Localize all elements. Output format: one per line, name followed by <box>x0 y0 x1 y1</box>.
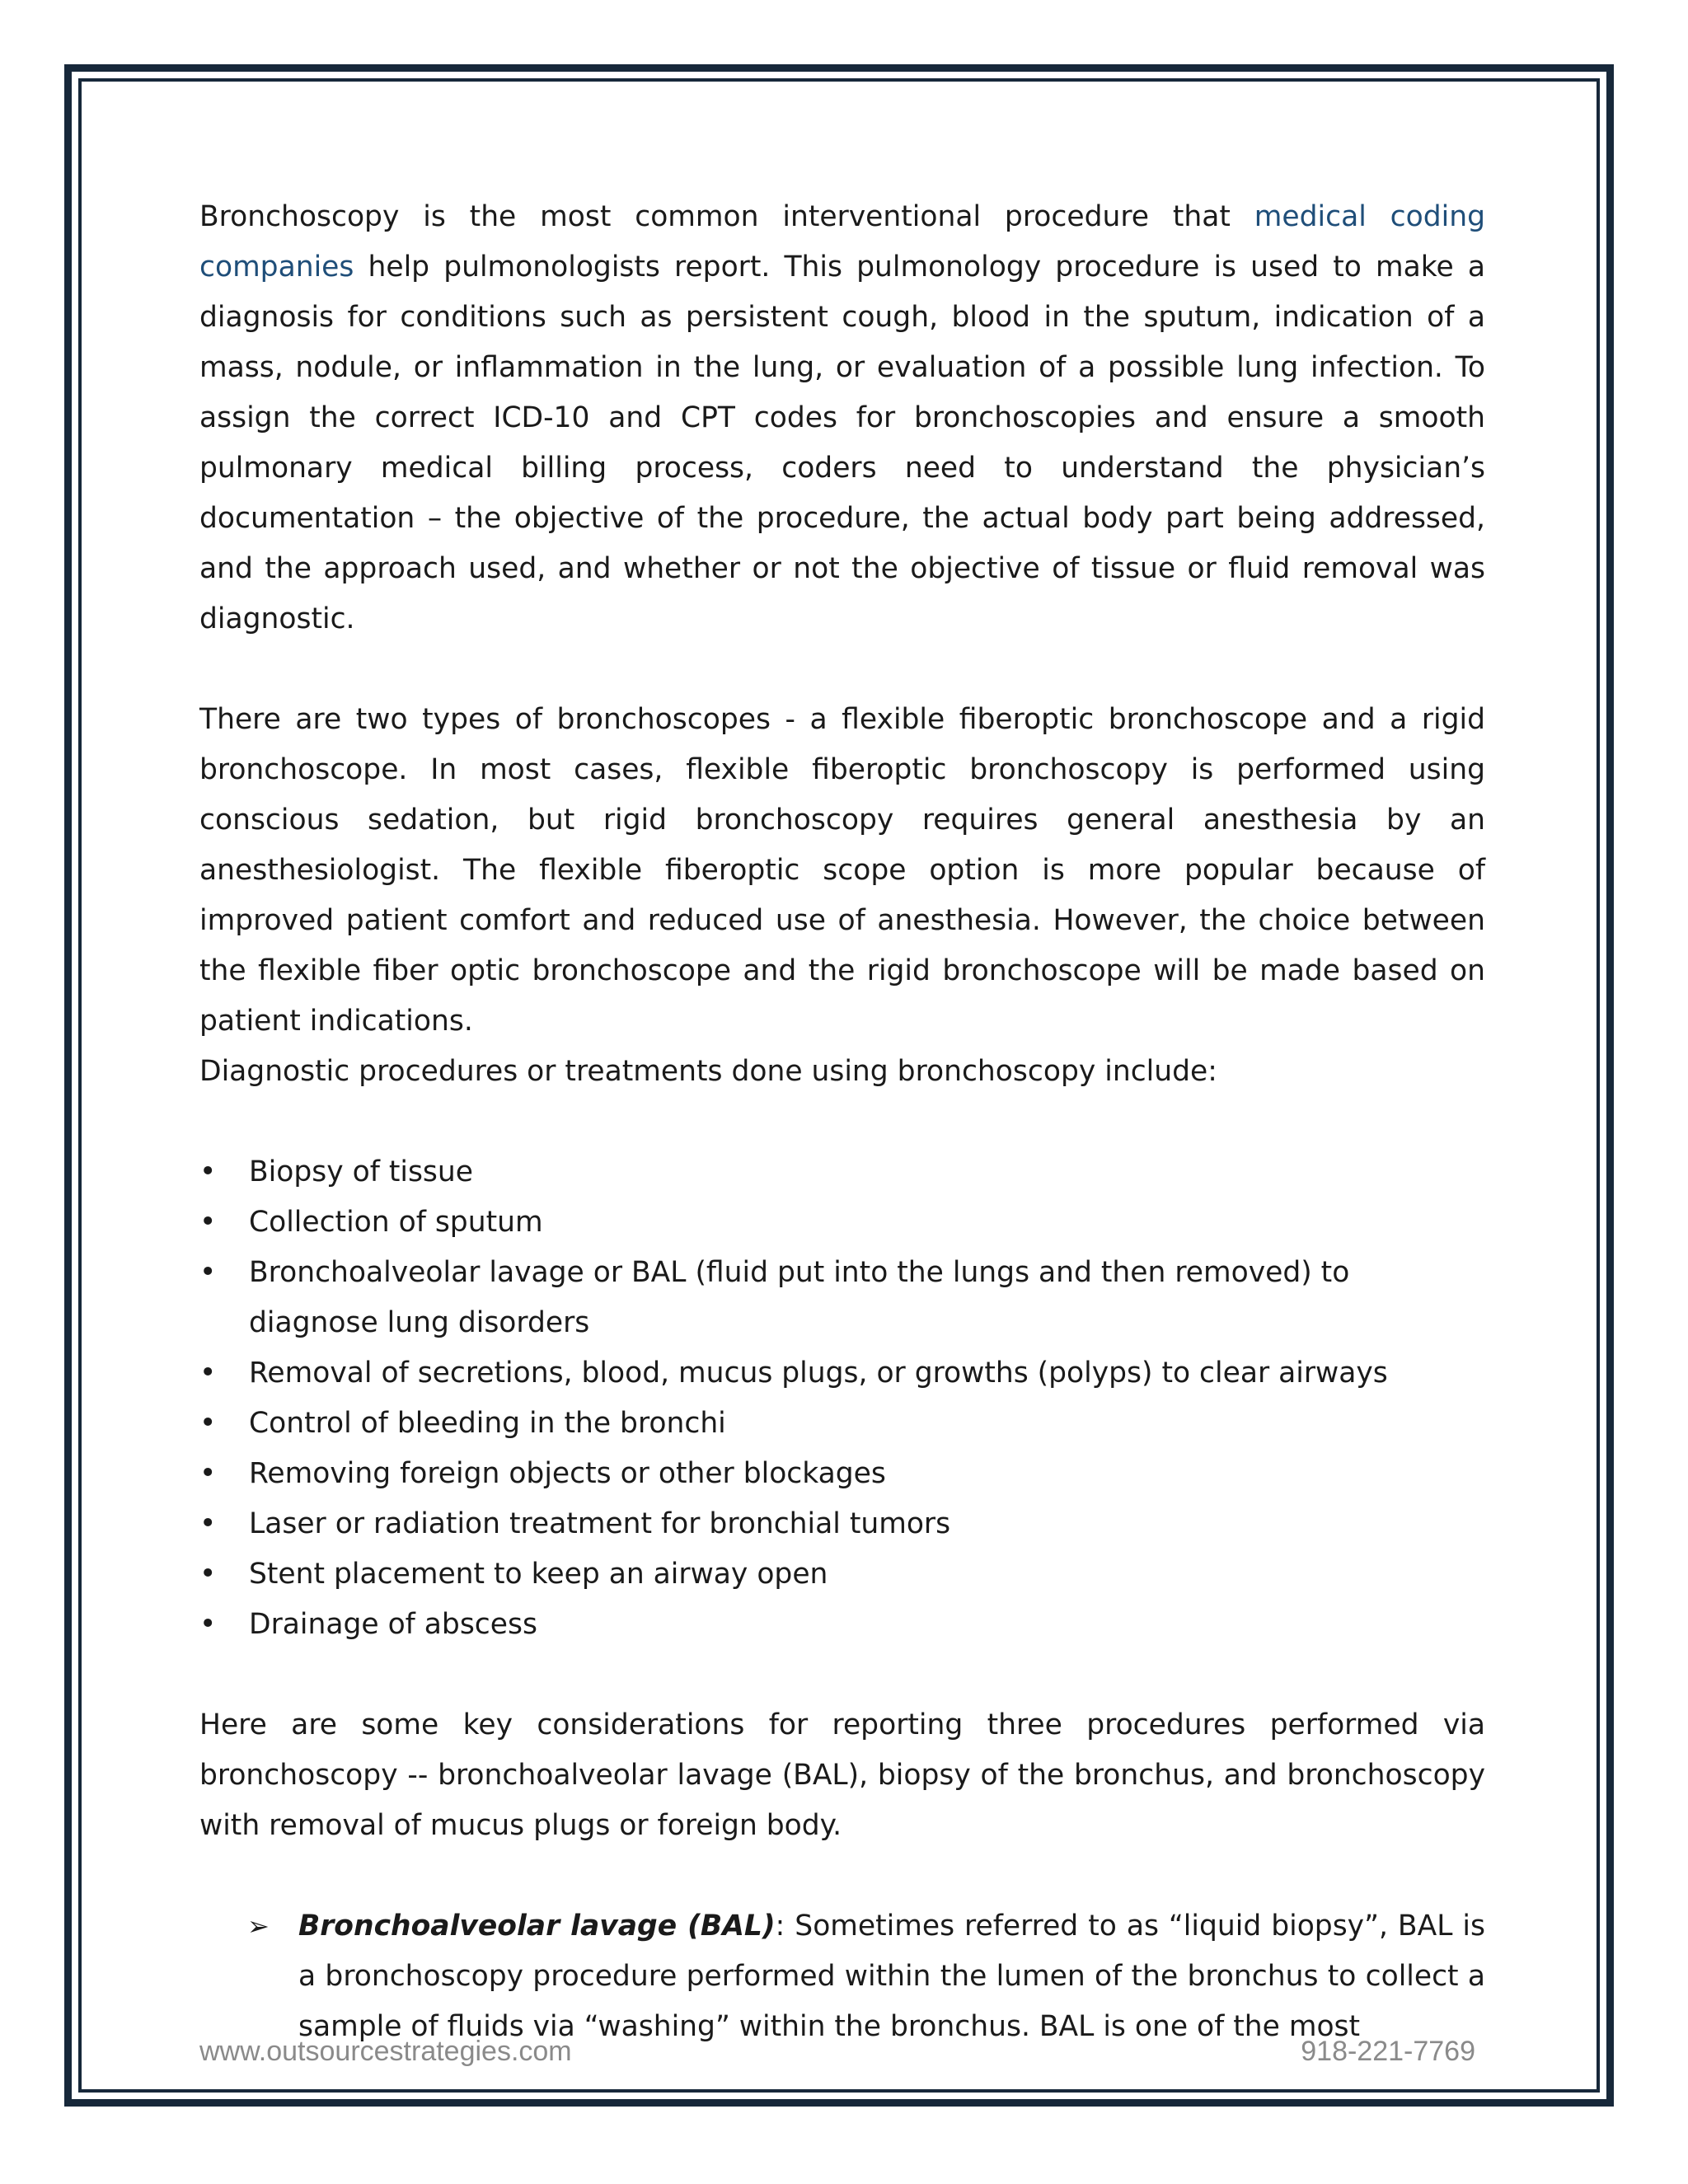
bal-term: Bronchoalveolar lavage (BAL) <box>298 1910 776 1943</box>
bullet-icon: • <box>199 1206 217 1239</box>
bullet-icon: • <box>199 1256 217 1289</box>
bullet-icon: • <box>199 1155 217 1188</box>
list-item <box>199 1399 1485 1449</box>
list-item-text: Removing foreign objects or other blockages <box>249 1457 886 1490</box>
bullet-icon: • <box>199 1507 217 1540</box>
list-item <box>199 1248 1485 1348</box>
footer-website[interactable]: www.outsourcestrategies.com <box>199 2036 572 2067</box>
spacer <box>199 1851 1485 1901</box>
list-item-text: Bronchoalveolar lavage or BAL (fluid put into the lungs and then removed) to diagnose lung disorders <box>249 1256 1350 1339</box>
intro-text-start: Bronchoscopy is the most common interventional procedure that <box>199 200 1254 233</box>
bullet-icon: • <box>199 1608 217 1641</box>
list-item <box>199 1499 1485 1549</box>
spacer <box>199 644 1485 695</box>
document-body <box>199 192 1485 2052</box>
key-considerations-paragraph: Here are some key considerations for reporting three procedures performed via bronchoscopy -- bronchoalveolar lavage (BAL), biopsy of the bronchus, and bronchoscopy with removal of mucus plugs or foreign body. <box>199 1708 1485 1842</box>
list-item <box>199 1449 1485 1499</box>
procedures-intro-paragraph: Diagnostic procedures or treatments done using bronchoscopy include: <box>199 1055 1217 1088</box>
list-item-text: Collection of sputum <box>249 1206 543 1239</box>
bal-section <box>199 1901 1485 2052</box>
intro-paragraph <box>199 192 1485 644</box>
bullet-icon: • <box>199 1357 217 1390</box>
list-item <box>199 1549 1485 1600</box>
footer-phone: 918-221-7769 <box>1301 2036 1475 2067</box>
bal-description: : Sometimes referred to as “liquid biopsy”, BAL is a bronchoscopy procedure performed within the lumen of the bronchus to collect a sample of fluids via “washing” within the bronchus. BAL is one of the most <box>298 1910 1485 2043</box>
list-item-text: Removal of secretions, blood, mucus plugs, or growths (polyps) to clear airways <box>249 1357 1388 1390</box>
list-item-text: Control of bleeding in the bronchi <box>249 1407 726 1440</box>
list-item <box>199 1147 1485 1197</box>
spacer <box>199 1650 1485 1700</box>
arrow-bullet-icon: ➢ <box>247 1910 270 1942</box>
list-item <box>199 1348 1485 1399</box>
list-item <box>199 1600 1485 1650</box>
bronchoscope-types-paragraph: There are two types of bronchoscopes - a flexible fiberoptic bronchoscope and a rigid bronchoscope. In most cases, flexible fiberoptic bronchoscopy is performed using conscious sedation, but rigid bronchoscopy requires general anesthesia by an anesthesiologist. The flexible fiberoptic scope option is more popular because of improved patient comfort and reduced use of anesthesia. However, the choice between the flexible fiber optic bronchoscope and the rigid bronchoscope will be made based on patient indications. <box>199 703 1485 1038</box>
list-item-text: Biopsy of tissue <box>249 1155 473 1188</box>
bullet-icon: • <box>199 1457 217 1490</box>
intro-text-end: help pulmonologists report. This pulmonology procedure is used to make a diagnosis for conditions such as persistent cough, blood in the sputum, indication of a mass, nodule, or inflammation in the lung, or evaluation of a possible lung infection. To assign the correct ICD-10 and CPT codes for bronchoscopies and ensure a smooth pulmonary medical billing process, coders need to understand the physician’s documentation – the objective of the procedure, the actual body part being addressed, and the approach used, and whether or not the objective of tissue or fluid removal was diagnostic. <box>199 251 1485 635</box>
list-item <box>199 1197 1485 1248</box>
bullet-icon: • <box>199 1558 217 1591</box>
list-item-text: Drainage of abscess <box>249 1608 537 1641</box>
list-item-text: Laser or radiation treatment for bronchial tumors <box>249 1507 951 1540</box>
spacer <box>199 1097 1485 1147</box>
procedures-list <box>199 1147 1485 1650</box>
medical-coding-companies-link[interactable]: medical coding companies <box>199 200 1485 284</box>
list-item-text: Stent placement to keep an airway open <box>249 1558 828 1591</box>
bullet-icon: • <box>199 1407 217 1440</box>
